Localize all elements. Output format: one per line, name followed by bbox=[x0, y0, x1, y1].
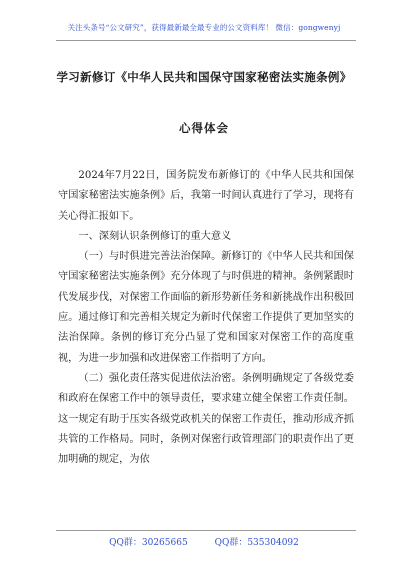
body-paragraph: （一）与时俱进完善法治保障。新修订的《中华人民共和国保守国家秘密法实施条例》充分体现了与时俱进的精神。条例紧跟时代发展步伐，对保密工作面临的新形势新任务和新挑战作出积极回应。通过修订和完善相关规定为新时代保密工作提供了更加坚实的法治保障。条例的修订充分凸显了党和国家对保密工作的高度重视，为进一步加强和改进保密工作指明了方向。 bbox=[58, 251, 354, 364]
section-heading: 一、深刻认识条例修订的重大意义 bbox=[78, 230, 232, 242]
header-divider bbox=[56, 40, 356, 41]
body-paragraph: （二）强化责任落实促进依法治密。条例明确规定了各级党委和政府在保密工作中的领导责任，要求建立健全保密工作责任制。这一规定有助于压实各级党政机关的保密工作责任，推动形成齐抓共管的工作格局。同时，条例对保密行政管理部门的职责作出了更加明确的规定，为依 bbox=[58, 372, 354, 466]
footer-qq-group-2: QQ群：535304092 bbox=[214, 538, 299, 548]
footer-qq-group-1: QQ群：30265665 bbox=[109, 538, 188, 548]
intro-paragraph: 2024年7月22日，国务院发布新修订的《中华人民共和国保守国家秘密法实施条例》后，我第一时间认真进行了学习，现将有关心得汇报如下。 bbox=[58, 170, 354, 222]
footer bbox=[0, 535, 408, 548]
header-banner: 关注头条号“公文研究”，获得最新最全最专业的公文资料库！ 微信：gongwenyj bbox=[67, 23, 341, 32]
document-title: 学习新修订《中华人民共和国保守国家秘密法实施条例》 bbox=[56, 70, 352, 84]
document-subtitle: 心得体会 bbox=[179, 121, 229, 135]
footer-divider bbox=[56, 530, 356, 531]
document-body bbox=[58, 166, 354, 470]
